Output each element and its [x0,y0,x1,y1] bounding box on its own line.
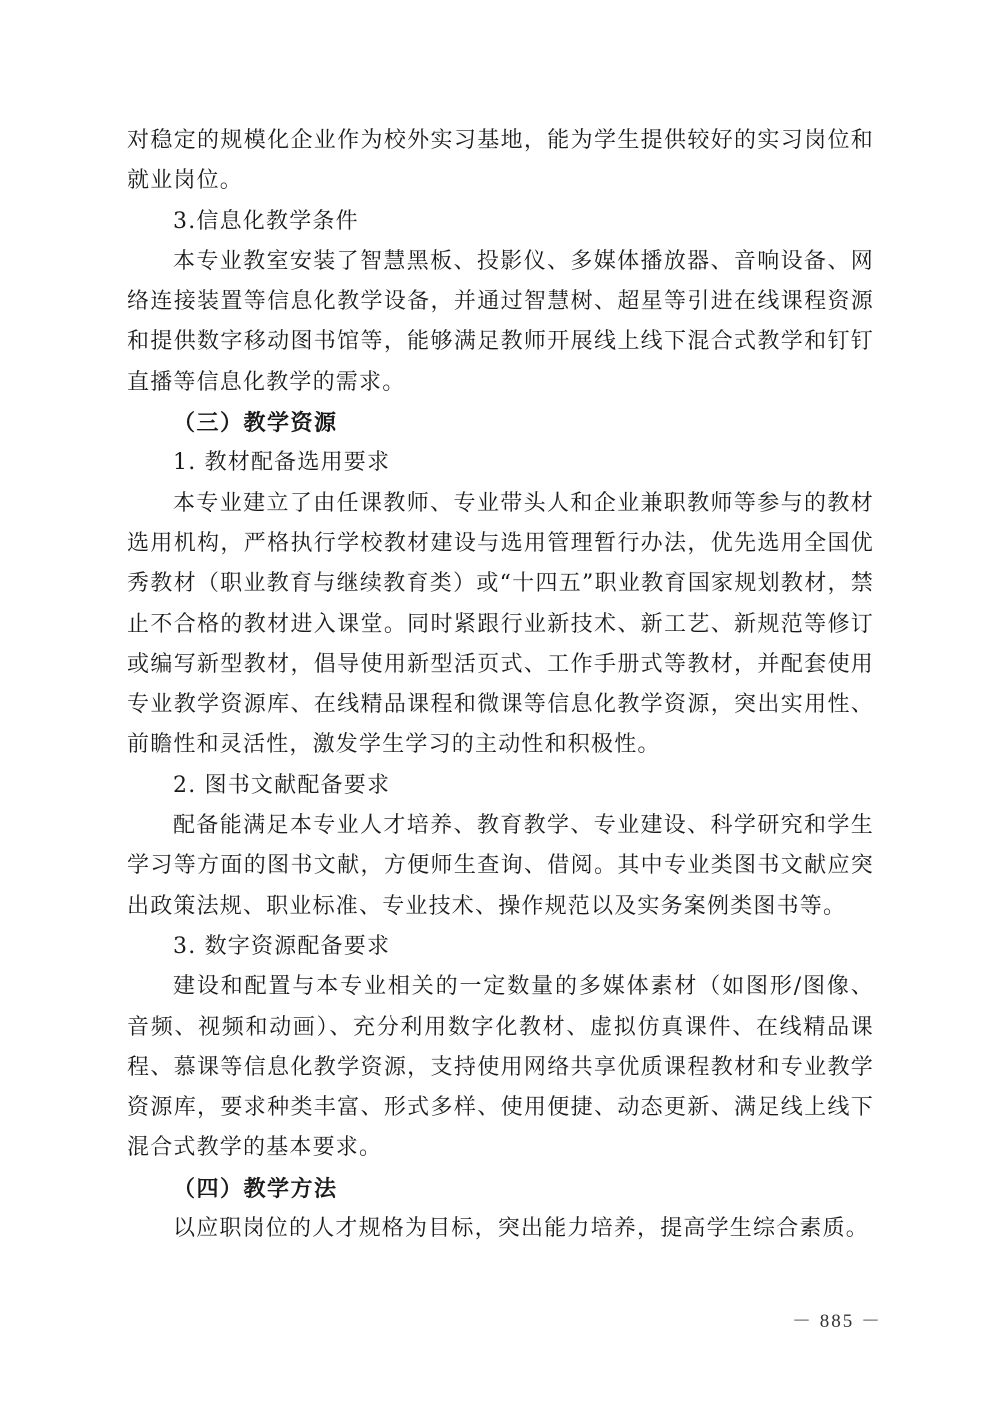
paragraph-teaching-methods: 以应职岗位的人才规格为目标，突出能力培养，提高学生综合素质。 [173,1216,870,1242]
paragraph-textbooks: 本专业建立了由任课教师、专业带头人和企业兼职教师等参与的教材选用机构，严格执行学校教材建设与选用管理暂行办法，优先选用全国优秀教材（职业教育与继续教育类）或“十四五”职业教育国家规划教材，禁止不合格的教材进入课堂。同时紧跟行业新技术、新工艺、新规范等修订或编写新型教材，倡导使用新型活页式、工作手册式等教材，并配套使用专业教学资源库、在线精品课程和微课等信息化教学资源，突出实用性、前瞻性和灵活性，激发学生学习的主动性和积极性。 [127,490,874,758]
section-heading-teaching-methods: （四）教学方法 [173,1175,338,1202]
paragraph-continuation: 对稳定的规模化企业作为校外实习基地，能为学生提供较好的实习岗位和就业岗位。 [127,128,874,194]
subheading-library: 2. 图书文献配备要求 [173,772,391,798]
paragraph-informatization: 本专业教室安装了智慧黑板、投影仪、多媒体播放器、音响设备、网络连接装置等信息化教学设备，并通过智慧树、超星等引进在线课程资源和提供数字移动图书馆等，能够满足教师开展线上线下混合式教学和钉钉直播等信息化教学的需求。 [127,248,874,395]
document-body [127,121,874,1249]
subheading-textbooks: 1. 教材配备选用要求 [173,450,391,476]
subheading-digital-resources: 3. 数字资源配备要求 [173,933,391,959]
section-heading-teaching-resources: （三）教学资源 [173,410,338,437]
paragraph-digital-resources: 建设和配置与本专业相关的一定数量的多媒体素材（如图形/图像、音频、视频和动画）、充分利用数字化教材、虚拟仿真课件、在线精品课程、慕课等信息化教学资源，支持使用网络共享优质课程教材和专业教学资源库，要求种类丰富、形式多样、使用便捷、动态更新、满足线上线下混合式教学的基本要求。 [127,974,874,1161]
paragraph-library: 配备能满足本专业人才培养、教育教学、专业建设、科学研究和学生学习等方面的图书文献，方便师生查询、借阅。其中专业类图书文献应突出政策法规、职业标准、专业技术、操作规范以及实务案例类图书等。 [127,813,874,919]
subheading-informatization-conditions: 3.信息化教学条件 [173,208,359,234]
page-number: － 885 － [792,1311,883,1332]
